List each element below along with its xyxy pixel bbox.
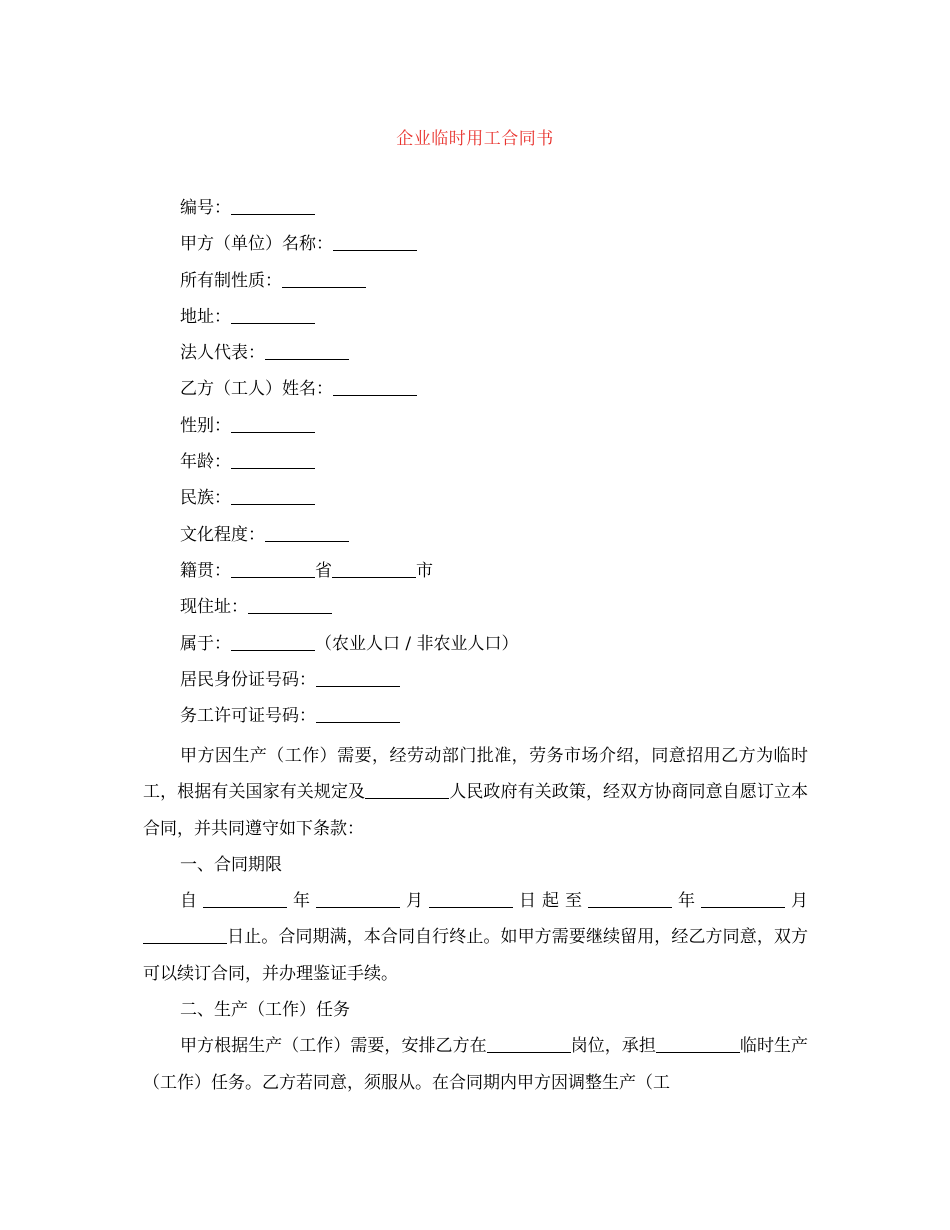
term-text: 年 (287, 891, 316, 912)
fill-blank[interactable] (316, 889, 400, 908)
field-legal-rep (180, 341, 820, 377)
field-id-number (180, 668, 820, 704)
term-text: 日止。合同期满，本合同自行终止。如甲方需要继续留用，经乙方同意，双方可以续订合同，并办理鉴证手续。 (143, 927, 808, 984)
fill-blank[interactable] (248, 595, 332, 614)
field-ethnicity (180, 486, 820, 522)
fill-blank[interactable] (429, 889, 513, 908)
field-work-permit (180, 704, 820, 740)
field-age (180, 450, 820, 486)
fill-blank[interactable] (656, 1034, 740, 1053)
field-label: 务工许可证号码： (180, 706, 316, 727)
section-heading: 一、合同期限 (180, 854, 282, 875)
field-label: 乙方（工人）姓名： (180, 379, 333, 400)
field-label: 所有制性质： (180, 270, 282, 291)
field-label: 籍贯： (180, 560, 231, 581)
task-text: 岗位，承担 (570, 1036, 656, 1057)
fill-blank[interactable] (231, 486, 315, 505)
fill-blank[interactable] (282, 269, 366, 288)
field-current-address (180, 595, 820, 631)
section1-paragraph (143, 883, 808, 992)
fill-blank[interactable] (332, 559, 416, 578)
fill-blank[interactable] (231, 450, 315, 469)
field-label: 地址： (180, 306, 231, 327)
contract-fields (180, 196, 820, 740)
fill-blank[interactable] (231, 196, 315, 215)
term-text: 自 (180, 891, 203, 912)
fill-blank[interactable] (365, 780, 449, 799)
field-party-a-name (180, 232, 820, 268)
term-text: 年 (672, 891, 701, 912)
field-label: 法人代表： (180, 343, 265, 364)
fill-blank[interactable] (316, 704, 400, 723)
term-text: 日起至 (513, 891, 588, 912)
field-label: 居民身份证号码： (180, 669, 316, 690)
fill-blank[interactable] (231, 305, 315, 324)
field-label: 文化程度： (180, 524, 265, 545)
section-heading: 二、生产（工作）任务 (180, 1000, 350, 1021)
field-ownership (180, 269, 820, 305)
field-label: 编号： (180, 198, 231, 218)
belongs-options: （农业人口 / 非农业人口） (315, 633, 519, 654)
fill-blank[interactable] (203, 889, 287, 908)
fill-blank[interactable] (588, 889, 672, 908)
field-address (180, 305, 820, 341)
fill-blank[interactable] (265, 523, 349, 542)
task-text: 临时生产（工作）任务。乙方若同意，须服从。在合同期内甲方因调整生产（工 (143, 1036, 809, 1093)
fill-blank[interactable] (143, 925, 227, 944)
fill-blank[interactable] (487, 1034, 571, 1053)
fill-blank[interactable] (231, 414, 315, 433)
city-label: 市 (416, 560, 433, 581)
document-title: 企业临时用工合同书 (396, 129, 554, 149)
intro-text: 甲方因生产（工作）需要，经劳动部门批准，劳务市场介绍，同意招用乙方为临时工，根据有关国家有关规定及 (143, 746, 808, 803)
field-education (180, 523, 820, 559)
term-text: 月 (400, 891, 429, 912)
section2-paragraph (143, 1028, 808, 1101)
field-label: 年龄： (180, 452, 231, 473)
fill-blank[interactable] (316, 668, 400, 687)
fill-blank[interactable] (333, 377, 417, 396)
fill-blank[interactable] (333, 232, 417, 251)
field-label: 属于： (180, 633, 231, 654)
field-origin (180, 559, 820, 595)
field-label: 甲方（单位）名称： (180, 234, 333, 255)
term-text: 月 (785, 891, 808, 912)
field-party-b-name (180, 377, 820, 413)
field-gender (180, 414, 820, 450)
fill-blank[interactable] (231, 632, 315, 651)
intro-text: 人民政府有关政策，经双方协商同意自愿订立本合同，并共同遵守如下条款： (143, 782, 809, 839)
fill-blank[interactable] (231, 559, 315, 578)
province-label: 省 (315, 560, 332, 581)
task-text: 甲方根据生产（工作）需要，安排乙方在 (180, 1036, 487, 1057)
field-number (180, 196, 820, 232)
contract-body (143, 738, 808, 1101)
field-belongs (180, 632, 820, 668)
field-label: 性别： (180, 415, 231, 436)
fill-blank[interactable] (265, 341, 349, 360)
intro-paragraph (143, 738, 808, 847)
field-label: 民族： (180, 488, 231, 509)
field-label: 现住址： (180, 597, 248, 618)
fill-blank[interactable] (701, 889, 785, 908)
